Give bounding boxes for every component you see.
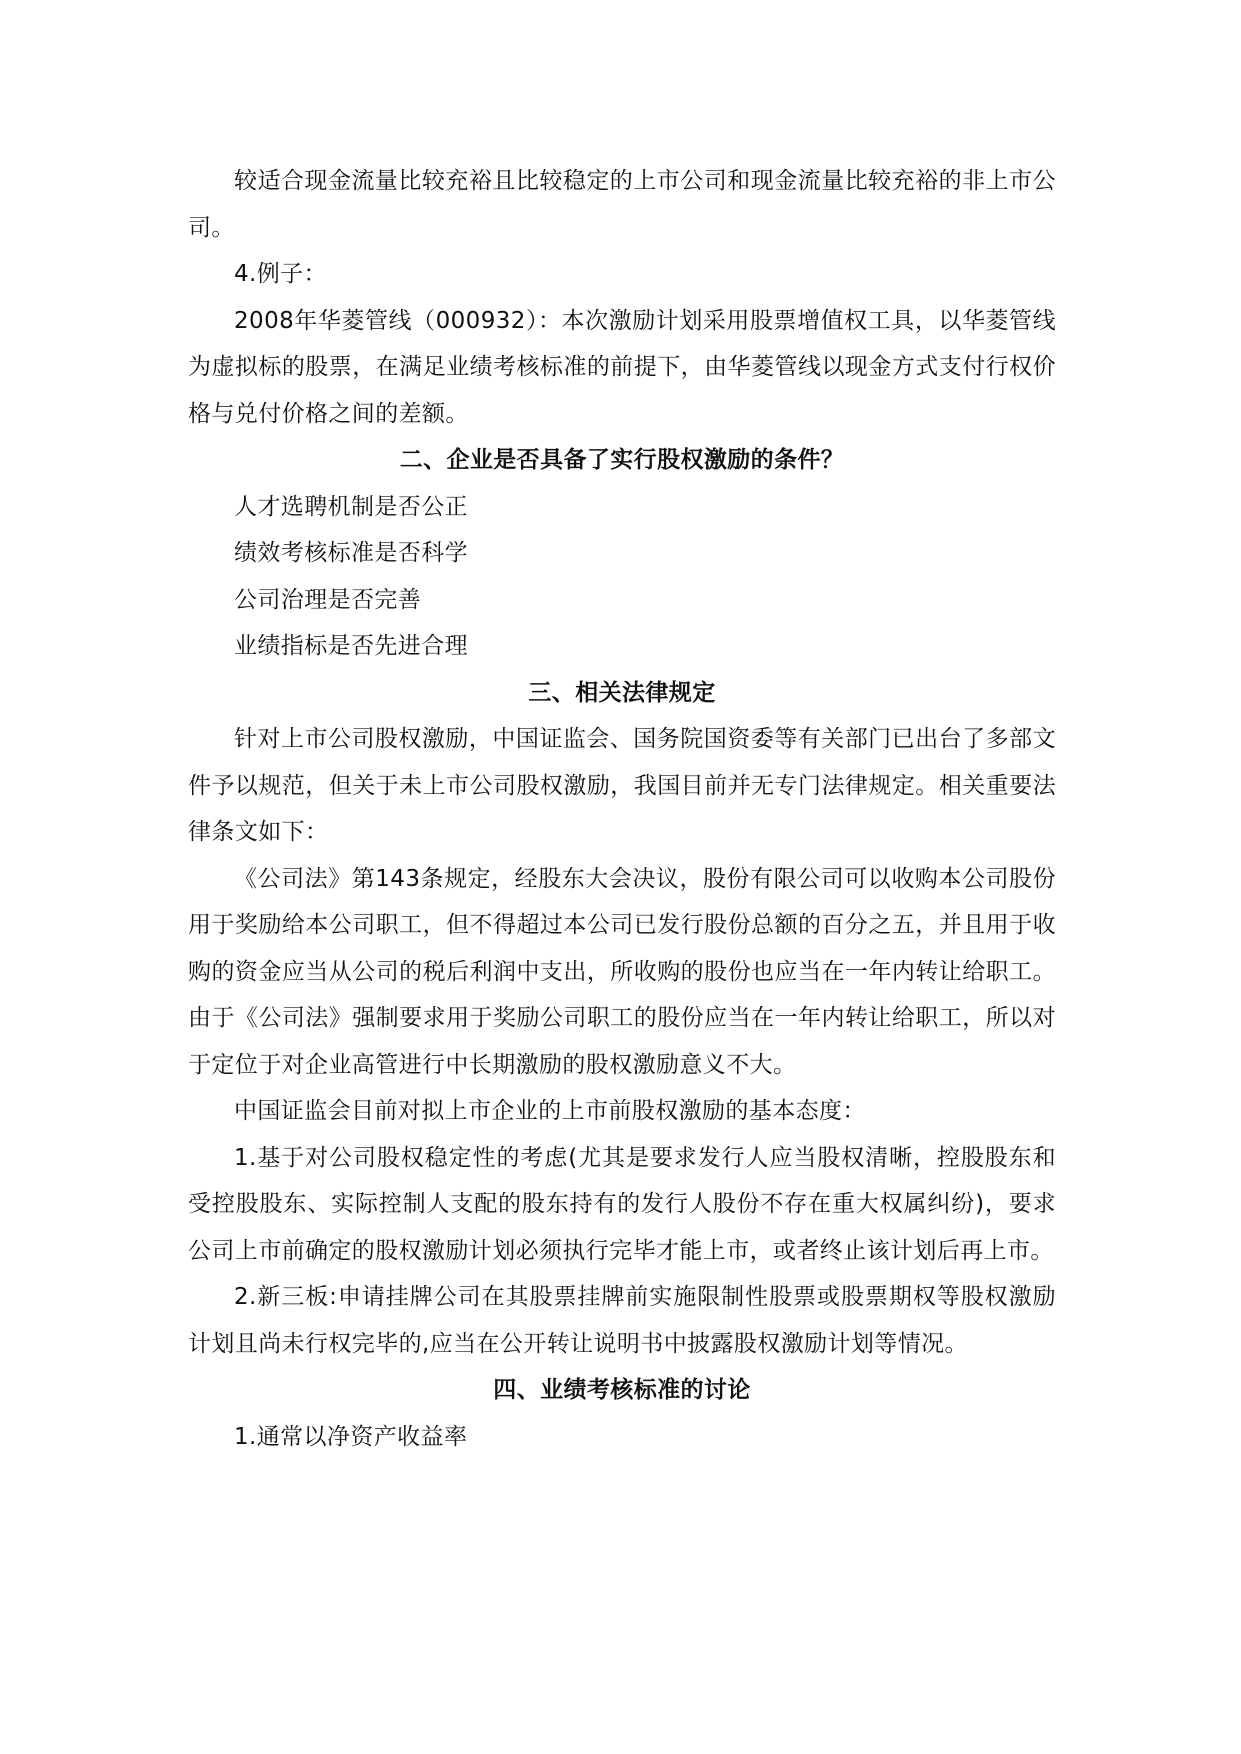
paragraph-csrc-attitude: 中国证监会目前对拟上市企业的上市前股权激励的基本态度：	[234, 1098, 866, 1124]
condition-item-indicators: 业绩指标是否先进合理	[234, 633, 468, 659]
section-heading-legal: 三、相关法律规定	[528, 679, 716, 706]
paragraph-csrc-point-1: 1.基于对公司股权稳定性的考虑(尤其是要求发行人应当股权清晰，控股股东和受控股股东、实际控制人支配的股东持有的发行人股份不存在重大权属纠纷)，要求公司上市前确定的股权激励计划必须执行完毕才能上市，或者终止该计划后再上市。	[188, 1144, 1056, 1264]
paragraph-legal-overview: 针对上市公司股权激励，中国证监会、国务院国资委等有关部门已出台了多部文件予以规范，但关于未上市公司股权激励，我国目前并无专门法律规定。相关重要法律条文如下：	[188, 726, 1056, 845]
condition-item-talent: 人才选聘机制是否公正	[234, 493, 468, 520]
paragraph-company-law: 《公司法》第143条规定，经股东大会决议，股份有限公司可以收购本公司股份用于奖励给本公司职工，但不得超过本公司已发行股份总额的百分之五，并且用于收购的资金应当从公司的税后利润中支出，所收购的股份也应当在一年内转让给职工。由于《公司法》强制要求用于奖励公司职工的股份应当在一年内转让给职工，所以对于定位于对企业高管进行中长期激励的股权激励意义不大。	[188, 865, 1056, 1078]
document-page	[188, 158, 1056, 1460]
paragraph-cash-flow-suitability: 较适合现金流量比较充裕且比较稳定的上市公司和现金流量比较充裕的非上市公司。	[188, 168, 1056, 241]
section-heading-conditions: 二、企业是否具备了实行股权激励的条件？	[399, 447, 845, 473]
section-heading-performance-standards: 四、业绩考核标准的讨论	[493, 1377, 751, 1403]
condition-item-governance: 公司治理是否完善	[234, 586, 422, 613]
paragraph-hualing-example: 2008年华菱管线（000932）：本次激励计划采用股票增值权工具，以华菱管线为虚拟标的股票，在满足业绩考核标准的前提下，由华菱管线以现金方式支付行权价格与兑付价格之间的差额。	[188, 307, 1056, 427]
paragraph-example-heading: 4.例子：	[234, 261, 327, 287]
condition-item-performance: 绩效考核标准是否科学	[234, 540, 468, 566]
paragraph-csrc-point-2: 2.新三板:申请挂牌公司在其股票挂牌前实施限制性股票或股票期权等股权激励计划且尚未行权完毕的,应当在公开转让说明书中披露股权激励计划等情况。	[188, 1284, 1056, 1357]
paragraph-roe: 1.通常以净资产收益率	[234, 1423, 468, 1450]
